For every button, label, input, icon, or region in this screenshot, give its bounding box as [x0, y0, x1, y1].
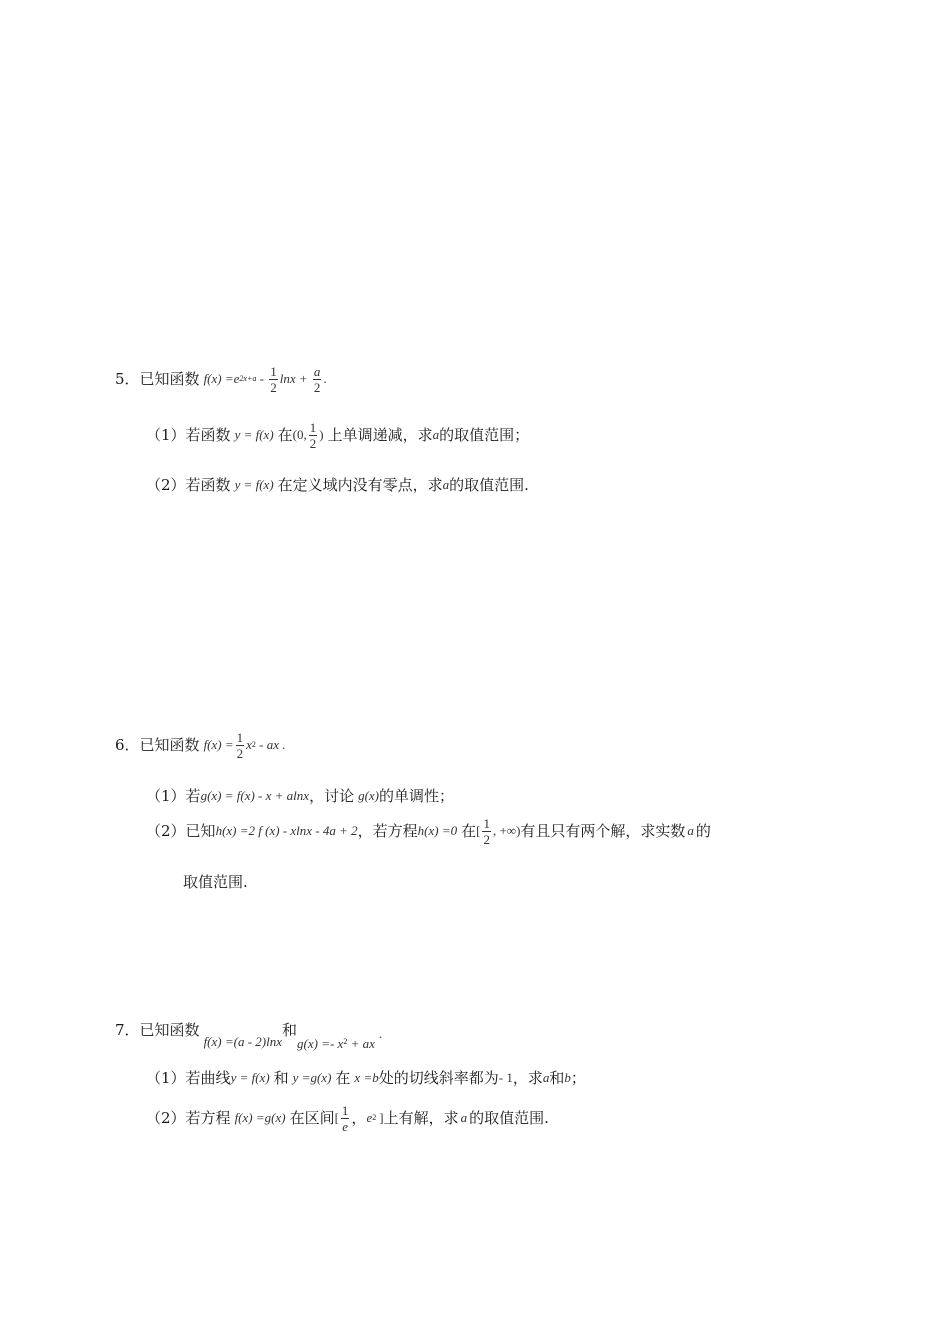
interval-open: (0,	[292, 427, 307, 442]
value: - 1	[498, 1070, 513, 1085]
formula: f(x) =(a - 2)lnx	[203, 1034, 282, 1049]
part-text: ，讨论	[309, 787, 355, 805]
fraction: $\frac{a}{2}$	[313, 363, 321, 395]
formula-ln: lnx +	[279, 371, 311, 386]
formula: y = f(x)	[234, 477, 274, 492]
variable: a	[687, 823, 694, 838]
part-label: （1）	[146, 426, 186, 444]
variable: a	[460, 1110, 468, 1125]
formula: y =g(x)	[292, 1070, 332, 1085]
part-text: 在区间	[289, 1109, 335, 1127]
fraction: $\frac{1}{e}$	[341, 1102, 349, 1134]
fraction: $\frac{1}{2}$	[483, 815, 490, 847]
formula: h(x) =2 f (x) - xlnx - 4a + 2	[215, 823, 358, 838]
part-text: 若	[185, 787, 201, 805]
part-text: 上单调递减，求	[327, 426, 433, 444]
part-text: ，求	[512, 1069, 543, 1087]
problem-5-part-2	[146, 475, 529, 495]
problem-6-part-2-continued	[183, 872, 248, 892]
problem-7-stem	[115, 1018, 382, 1054]
part-text: ；	[570, 1069, 586, 1087]
part-text: ，	[351, 1109, 367, 1127]
formula-minus: -	[256, 371, 268, 386]
problem-7-part-2	[146, 1096, 549, 1140]
part-label: （2）	[146, 476, 186, 494]
part-text: ，若方程	[357, 822, 418, 840]
part-text: 处的切线斜率都为	[378, 1069, 499, 1087]
part-label: （1）	[146, 1069, 186, 1087]
problem-7-part-1	[146, 1068, 586, 1088]
part-text: 有且只有两个解，求实数	[520, 822, 686, 840]
problem-5-part-1	[146, 418, 529, 452]
part-label: （1）	[146, 787, 186, 805]
problem-6-part-1	[146, 786, 454, 806]
conjunction: 和	[549, 1069, 565, 1087]
formula: g(x) =- x	[297, 1036, 344, 1051]
formula-x: x	[246, 737, 252, 752]
part-text: 上有解，求	[383, 1109, 459, 1127]
conjunction: 和	[282, 1021, 298, 1039]
formula-end: .	[282, 737, 286, 752]
formula-rest: - ax	[255, 737, 280, 752]
fraction: $\frac{1}{2}$	[270, 363, 277, 395]
formula: x =b	[354, 1070, 379, 1085]
fraction: $\frac{1}{2}$	[236, 729, 244, 761]
formula-exponent: 2	[343, 1037, 348, 1046]
variable: a	[432, 427, 440, 442]
formula: + ax	[347, 1036, 375, 1051]
part-text: 若曲线	[185, 1069, 231, 1087]
variable: a	[542, 1070, 550, 1085]
formula-lhs: f(x) =e	[203, 371, 240, 386]
variable: b	[564, 1070, 571, 1085]
part-text: 在	[277, 426, 293, 444]
part-text: 在定义域内没有零点，求	[277, 476, 443, 494]
part-text: 在	[461, 822, 477, 840]
interval-open: [	[334, 1110, 339, 1125]
part-text: 取值范围.	[183, 873, 248, 891]
problem-number: 6．	[115, 736, 140, 754]
formula: g(x)	[358, 788, 380, 803]
part-label: （2）	[146, 822, 186, 840]
formula-end: .	[323, 371, 327, 386]
part-text: 若方程	[185, 1109, 231, 1127]
interval-open: [	[476, 823, 481, 838]
formula-exponent: 2	[251, 740, 256, 749]
part-text: 若函数	[185, 426, 231, 444]
part-text: 若函数	[185, 476, 231, 494]
part-text: 的取值范围.	[469, 1109, 549, 1127]
part-text: 已知	[185, 822, 216, 840]
problem-intro: 已知函数	[139, 736, 200, 754]
part-text: 在	[335, 1069, 351, 1087]
interval-close: ]	[379, 1110, 384, 1125]
formula: g(x) = f(x) - x + alnx	[200, 788, 310, 803]
formula: y = f(x)	[234, 427, 274, 442]
problem-number: 5．	[115, 370, 140, 388]
problem-6-stem	[115, 728, 285, 762]
part-text: 的取值范围.	[449, 476, 529, 494]
interval-close: )	[319, 427, 324, 442]
formula: f(x) =g(x)	[234, 1110, 286, 1125]
part-text: 的	[695, 822, 711, 840]
formula-exponent: 2	[372, 1113, 377, 1122]
problem-6-part-2	[146, 814, 711, 848]
formula-exponent: 2x+a	[239, 374, 257, 383]
formula: e	[366, 1110, 373, 1125]
fraction: $\frac{1}{2}$	[309, 419, 317, 451]
conjunction: 和	[273, 1069, 289, 1087]
formula: h(x) =0	[417, 823, 458, 838]
part-text: 的取值范围；	[439, 426, 530, 444]
problem-intro: 已知函数	[139, 1021, 200, 1039]
problem-5-stem	[115, 362, 327, 396]
part-label: （2）	[146, 1109, 186, 1127]
formula-end: .	[378, 1026, 383, 1041]
formula-lhs: f(x) =	[203, 737, 234, 752]
problem-number: 7．	[115, 1021, 140, 1039]
interval-close: , +∞)	[492, 823, 521, 838]
formula: y = f(x)	[230, 1070, 270, 1085]
part-text: 的单调性；	[379, 787, 455, 805]
variable: a	[442, 477, 450, 492]
problem-intro: 已知函数	[139, 370, 200, 388]
